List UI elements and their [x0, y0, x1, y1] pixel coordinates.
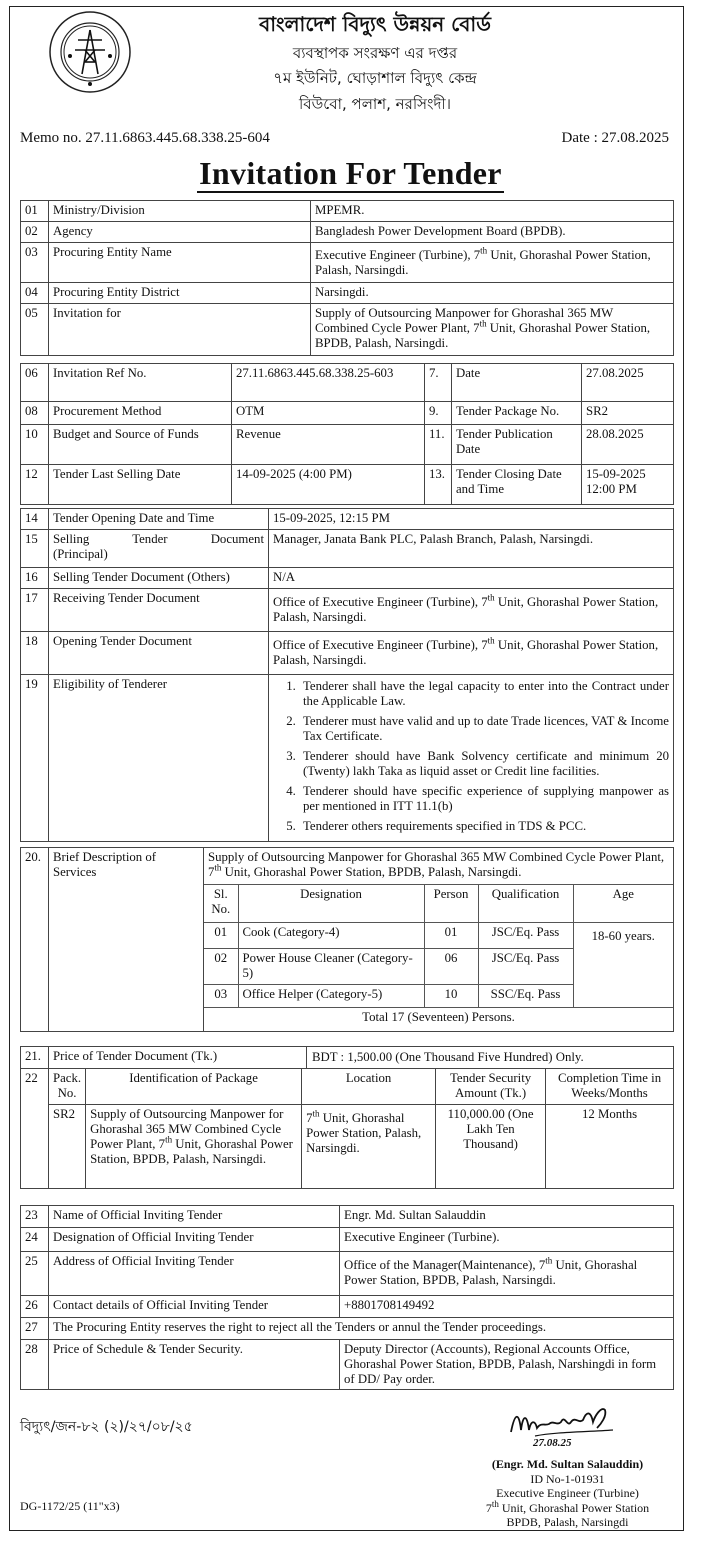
- row-value: 27.08.2025: [582, 364, 674, 402]
- cell-designation: Cook (Category-4): [238, 923, 424, 949]
- col-header-identification: Identification of Package: [86, 1069, 302, 1105]
- row-number: 19: [21, 675, 49, 842]
- tender-table-6: [20, 1205, 674, 1390]
- row-number: 27: [21, 1318, 49, 1340]
- cell-sl: 03: [204, 985, 238, 1008]
- table-row: [21, 465, 674, 505]
- row-label: Price of Schedule & Tender Security.: [49, 1340, 340, 1390]
- col-header-age: Age: [573, 885, 673, 923]
- row-value: Manager, Janata Bank PLC, Palash Branch, Palash, Narsingdi.: [269, 530, 674, 568]
- cell-sl: 02: [204, 949, 238, 985]
- row-label: Tender Package No.: [452, 402, 582, 425]
- bpdb-logo: [48, 10, 132, 94]
- cell-completion-time: 12 Months: [546, 1105, 674, 1189]
- col-header-qualification: Qualification: [478, 885, 573, 923]
- tender-table-1: [20, 200, 674, 356]
- row-number: 05: [21, 304, 49, 356]
- cell-qualification: JSC/Eq. Pass: [478, 923, 573, 949]
- col-header-completion: Completion Time in Weeks/Months: [546, 1069, 674, 1105]
- signatory-designation: Executive Engineer (Turbine): [496, 1486, 639, 1500]
- tender-table-3: [20, 508, 674, 842]
- row-label: Tender Closing Date and Time: [452, 465, 582, 505]
- row-number: 13.: [425, 465, 452, 505]
- list-item: 5. Tenderer others requirements specified in TDS & PCC.: [299, 819, 669, 834]
- row-value: Engr. Md. Sultan Salauddin: [340, 1206, 674, 1228]
- row-number: 22: [21, 1069, 49, 1189]
- table-row: [21, 201, 674, 222]
- cell-sl: 01: [204, 923, 238, 949]
- row-value: Office of Executive Engineer (Turbine), 7th Unit, Ghorashal Power Station, Palash, Narsingdi.: [269, 632, 674, 675]
- signatory-place: BPDB, Palash, Narsingdi: [506, 1515, 629, 1529]
- table-row: [21, 1296, 674, 1318]
- row-label: Invitation for: [49, 304, 311, 356]
- row-value: Office of Executive Engineer (Turbine), 7th Unit, Ghorashal Power Station, Palash, Narsingdi.: [269, 589, 674, 632]
- row-label: Tender Opening Date and Time: [49, 509, 269, 530]
- row-number: 26: [21, 1296, 49, 1318]
- table-row: [21, 1206, 674, 1228]
- row-value: Bangladesh Power Development Board (BPDB).: [311, 222, 674, 243]
- row-number: 9.: [425, 402, 452, 425]
- row-value: MPEMR.: [311, 201, 674, 222]
- table-row: [21, 530, 674, 568]
- table-row: [21, 1252, 674, 1296]
- row-label: Tender Last Selling Date: [49, 465, 232, 505]
- header-office: ব্যবস্থাপক সংরক্ষণ এর দপ্তর: [292, 44, 458, 62]
- row-label: Date: [452, 364, 582, 402]
- bengali-reference: বিদ্যুৎ/জন-৮২ (২)/২৭/০৮/২৫: [20, 1419, 193, 1435]
- tender-table-4: [20, 847, 674, 1032]
- row-number: 10: [21, 425, 49, 465]
- row-value: Deputy Director (Accounts), Regional Accounts Office, Ghorashal Power Station, BPDB, Palash, Narshingdi in form of DD/ Pay order.: [340, 1340, 674, 1390]
- row-label: Ministry/Division: [49, 201, 311, 222]
- row-number: 18: [21, 632, 49, 675]
- table-row: [21, 568, 674, 589]
- row-label: Agency: [49, 222, 311, 243]
- table-row: [21, 509, 674, 530]
- cell-designation: Office Helper (Category-5): [238, 985, 424, 1008]
- row-label: Selling Tender Document (Principal): [49, 530, 269, 568]
- cell-designation: Power House Cleaner (Category-5): [238, 949, 424, 985]
- row-number: 24: [21, 1228, 49, 1252]
- table-row: [204, 923, 673, 949]
- cell-qualification: JSC/Eq. Pass: [478, 949, 573, 985]
- row-label: Contact details of Official Inviting Tender: [49, 1296, 340, 1318]
- cell-security-amount: 110,000.00 (One Lakh Ten Thousand): [436, 1105, 546, 1189]
- table-row: [21, 589, 674, 632]
- table-row: [21, 632, 674, 675]
- list-item: 1. Tenderer shall have the legal capacity to enter into the Contract under the Applicable Law.: [299, 679, 669, 709]
- row-value: N/A: [269, 568, 674, 589]
- table-row: [21, 425, 674, 465]
- row-label: Address of Official Inviting Tender: [49, 1252, 340, 1296]
- row-label: Name of Official Inviting Tender: [49, 1206, 340, 1228]
- row-label: Designation of Official Inviting Tender: [49, 1228, 340, 1252]
- row-value: 27.11.6863.445.68.338.25-603: [232, 364, 425, 402]
- row-number: 7.: [425, 364, 452, 402]
- table-row: [21, 675, 674, 842]
- row-value: Narsingdi.: [311, 283, 674, 304]
- row-number: 11.: [425, 425, 452, 465]
- col-header-location: Location: [302, 1069, 436, 1105]
- row-value: OTM: [232, 402, 425, 425]
- signature-date: 27.08.25: [533, 1437, 572, 1449]
- cell-identification: Supply of Outsourcing Manpower for Ghorashal 365 MW Combined Cycle Power Plant, 7th Unit, Ghorashal Power Station, BPDB, Palash, Narsingdi.: [86, 1105, 302, 1189]
- services-cell: [204, 848, 674, 1032]
- row-value: Revenue: [232, 425, 425, 465]
- row-number: 14: [21, 509, 49, 530]
- row-value: 28.08.2025: [582, 425, 674, 465]
- table-row: [21, 402, 674, 425]
- table-row: [21, 364, 674, 402]
- table-row: [21, 304, 674, 356]
- total-persons: Total 17 (Seventeen) Persons.: [204, 1008, 673, 1031]
- page-title: Invitation For Tender: [199, 155, 502, 191]
- row-value: The Procuring Entity reserves the right to reject all the Tenders or annul the Tender proceedings.: [49, 1318, 674, 1340]
- services-description: Supply of Outsourcing Manpower for Ghorashal 365 MW Combined Cycle Power Plant, 7th Unit, Ghorashal Power Station, BPDB, Palash, Narsingdi.: [208, 850, 665, 879]
- header-org-name: বাংলাদেশ বিদ্যুৎ উন্নয়ন বোর্ড: [259, 12, 491, 36]
- dg-reference: DG-1172/25 (11"x3): [20, 1499, 120, 1513]
- table-row: [21, 283, 674, 304]
- cell-person: 06: [424, 949, 478, 985]
- col-header-sl: Sl. No.: [204, 885, 238, 923]
- row-value: Office of the Manager(Maintenance), 7th Unit, Ghorashal Power Station, BPDB, Palash, Narsingdi.: [340, 1252, 674, 1296]
- list-item: 4. Tenderer should have specific experience of supplying manpower as per mentioned in ITT 11.1(b): [299, 784, 669, 814]
- row-label: Brief Description of Services: [49, 848, 204, 1032]
- row-label: Price of Tender Document (Tk.): [49, 1047, 436, 1069]
- signatory-unit: 7th Unit, Ghorashal Power Station: [485, 1498, 650, 1515]
- cell-qualification: SSC/Eq. Pass: [478, 985, 573, 1008]
- row-label: Budget and Source of Funds: [49, 425, 232, 465]
- row-number: 02: [21, 222, 49, 243]
- row-label: Invitation Ref No.: [49, 364, 232, 402]
- row-number: 03: [21, 243, 49, 283]
- row-label: Procuring Entity Name: [49, 243, 311, 283]
- table-row: [21, 848, 674, 1032]
- signatory-block: [455, 1457, 680, 1530]
- row-number: 16: [21, 568, 49, 589]
- row-label: Receiving Tender Document: [49, 589, 269, 632]
- col-header-person: Person: [424, 885, 478, 923]
- col-header-designation: Designation: [238, 885, 424, 923]
- row-value: Executive Engineer (Turbine), 7th Unit, Ghorashal Power Station, Palash, Narsingdi.: [311, 243, 674, 283]
- row-number: 25: [21, 1252, 49, 1296]
- row-number: 21.: [21, 1047, 49, 1069]
- list-item: 2. Tenderer must have valid and up to date Trade licences, VAT & Income Tax Certificate.: [299, 714, 669, 744]
- signatory-id: ID No-1-01931: [530, 1471, 605, 1486]
- col-header-pack: Pack. No.: [49, 1069, 86, 1105]
- table-row: [21, 1105, 674, 1189]
- col-header-security: Tender Security Amount (Tk.): [436, 1069, 546, 1105]
- header-location: বিউবো, পলাশ, নরসিংদী।: [298, 95, 452, 113]
- row-value: SR2: [582, 402, 674, 425]
- memo-number: Memo no. 27.11.6863.445.68.338.25-604: [20, 130, 270, 146]
- row-number: 06: [21, 364, 49, 402]
- row-number: 17: [21, 589, 49, 632]
- cell-person: 10: [424, 985, 478, 1008]
- cell-person: 01: [424, 923, 478, 949]
- row-value: 15-09-2025 12:00 PM: [582, 465, 674, 505]
- row-label: Selling Tender Document (Others): [49, 568, 269, 589]
- row-number: 01: [21, 201, 49, 222]
- header-unit: ৭ম ইউনিট, ঘোড়াশাল বিদ্যুৎ কেন্দ্র: [273, 69, 477, 87]
- row-value: 14-09-2025 (4:00 PM): [232, 465, 425, 505]
- eligibility-list-cell: [269, 675, 674, 842]
- memo-date: Date : 27.08.2025: [561, 130, 669, 146]
- price-tender-document-value: BDT : 1,500.00 (One Thousand Five Hundred) Only.: [306, 1046, 674, 1069]
- row-label: Opening Tender Document: [49, 632, 269, 675]
- row-number: 12: [21, 465, 49, 505]
- manpower-table: [204, 884, 673, 1031]
- table-row: [21, 1069, 674, 1105]
- row-number: 04: [21, 283, 49, 304]
- cell-age: 18-60 years.: [573, 923, 673, 1008]
- row-label: Tender Publication Date: [452, 425, 582, 465]
- row-number: 15: [21, 530, 49, 568]
- list-item: 3. Tenderer should have Bank Solvency certificate and minimum 20 (Twenty) lakh Taka as liquid asset or Credit line facilities.: [299, 749, 669, 779]
- table-row: [21, 1340, 674, 1390]
- row-number: 08: [21, 402, 49, 425]
- table-row: [21, 243, 674, 283]
- row-number: 20.: [21, 848, 49, 1032]
- row-number: 28: [21, 1340, 49, 1390]
- row-label: Procuring Entity District: [49, 283, 311, 304]
- row-value: 15-09-2025, 12:15 PM: [269, 509, 674, 530]
- signatory-name: (Engr. Md. Sultan Salauddin): [491, 1457, 644, 1471]
- row-value: Supply of Outsourcing Manpower for Ghorashal 365 MW Combined Cycle Power Plant, 7th Unit, Ghorashal Power Station, BPDB, Palash, Narsingdi.: [311, 304, 674, 356]
- table-row: [21, 1318, 674, 1340]
- row-value: +8801708149492: [340, 1296, 674, 1318]
- tender-table-2: [20, 363, 674, 505]
- row-label: Eligibility of Tenderer: [49, 675, 269, 842]
- row-label: Procurement Method: [49, 402, 232, 425]
- eligibility-list: [273, 679, 669, 834]
- cell-location: 7th Unit, Ghorashal Power Station, Palash, Narsingdi.: [302, 1105, 436, 1189]
- table-row: [21, 1228, 674, 1252]
- row-value: Executive Engineer (Turbine).: [340, 1228, 674, 1252]
- cell-pack: SR2: [49, 1105, 86, 1189]
- row-number: 23: [21, 1206, 49, 1228]
- table-row: [21, 222, 674, 243]
